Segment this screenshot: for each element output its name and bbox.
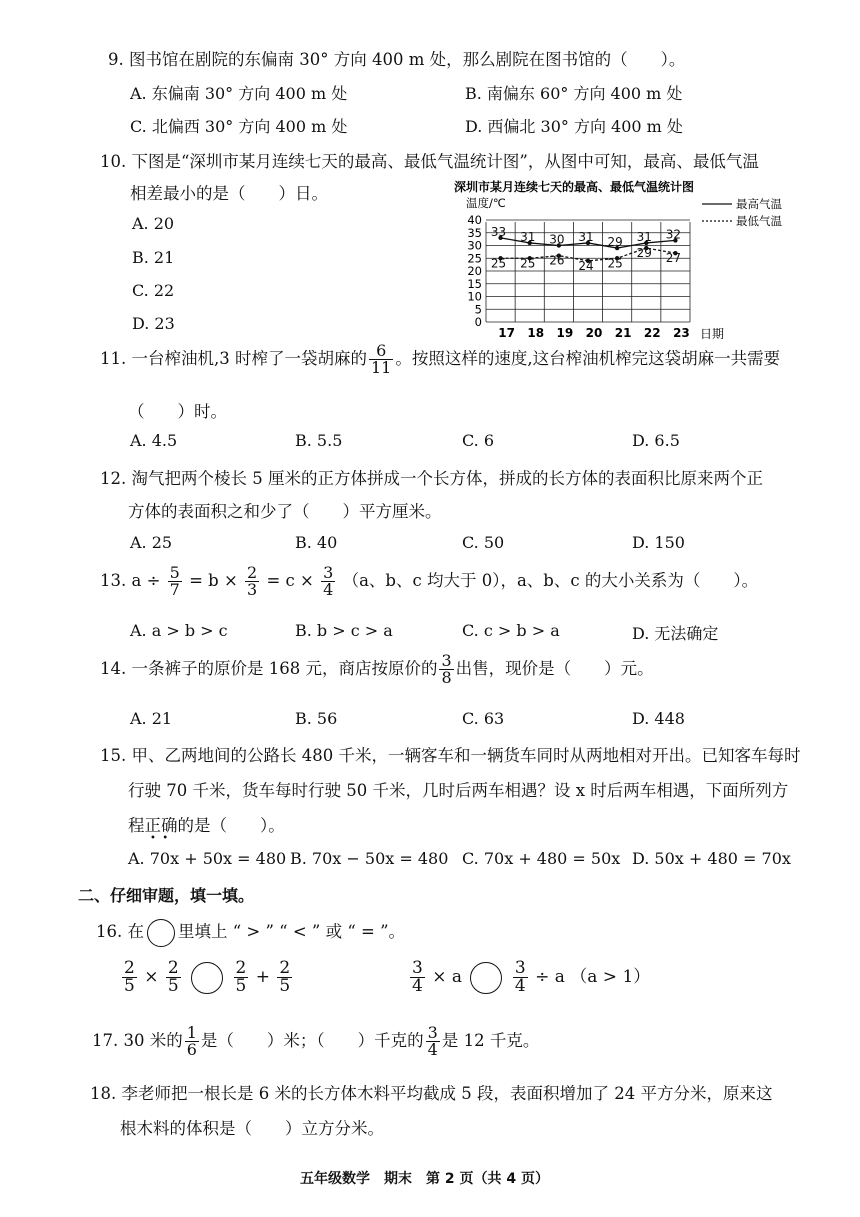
q12-stem-line2: 方体的表面积之和少了（ ）平方厘米。 — [128, 502, 442, 521]
x-tick-label: 20 — [585, 326, 603, 340]
q13-option-b: B. b > c > a — [295, 621, 393, 640]
data-label-min: 24 — [578, 258, 594, 273]
q17-fraction-1 — [185, 1025, 199, 1058]
q9-option-b: B. 南偏东 60° 方向 400 m 处 — [465, 84, 683, 103]
q11-option-a: A. 4.5 — [130, 431, 178, 450]
q17-fraction-2 — [426, 1025, 440, 1058]
q11-text-a: 11. 一台榨油机,3 时榨了一袋胡麻的 — [100, 349, 367, 368]
y-tick-label: 0 — [474, 315, 482, 329]
data-label-max: 33 — [490, 224, 507, 239]
y-tick-label: 5 — [474, 302, 482, 317]
q13-stem — [100, 565, 758, 598]
q9-option-c: C. 北偏西 30° 方向 400 m 处 — [130, 117, 348, 136]
q10-option-c: C. 22 — [132, 281, 175, 300]
q9-option-a: A. 东偏南 30° 方向 400 m 处 — [130, 84, 348, 103]
q17-text-1: 17. 30 米的 — [92, 1031, 183, 1050]
q11-fraction-numerator: 6 — [369, 343, 393, 360]
emphasis-dots: • • — [150, 833, 169, 844]
data-label-max: 29 — [607, 235, 623, 250]
q16-e1-frac-d — [277, 960, 292, 995]
q13-f2-denominator: 3 — [247, 580, 258, 599]
den: 5 — [167, 976, 179, 996]
q11-option-d: D. 6.5 — [632, 431, 680, 450]
q13-f1-numerator: 5 — [169, 563, 180, 582]
x-tick-label: 23 — [673, 326, 690, 340]
q14-fraction — [439, 653, 453, 686]
q13-f1-denominator: 7 — [169, 580, 180, 599]
y-tick-label: 10 — [467, 289, 482, 304]
legend-max-label: 最高气温 — [736, 197, 782, 211]
q12-stem-line1: 12. 淘气把两个棱长 5 厘米的正方体拼成一个长方体，拼成的长方体的表面积比原来两个正 — [100, 469, 763, 488]
q15-stem-line1: 15. 甲、乙两地间的公路长 480 千米，一辆客车和一辆货车同时从两地相对开出。已知客车每时 — [100, 746, 801, 765]
x-tick-label: 17 — [498, 326, 515, 340]
q11-option-c: C. 6 — [462, 431, 495, 450]
x-tick-label: 19 — [556, 326, 574, 340]
q15-stem-line2: 行驶 70 千米，货车每时行驶 50 千米，几时后两车相遇？设 x 时后两车相遇，下面所列方 — [128, 781, 789, 800]
den: 5 — [124, 976, 135, 996]
data-label-min: 25 — [607, 256, 623, 271]
den: 5 — [235, 976, 247, 996]
q13-f3-denominator: 4 — [323, 580, 334, 599]
data-label-min: 26 — [549, 253, 565, 268]
q17-text-2: 是（ ）米；（ ）千克的 — [200, 1031, 424, 1050]
q14-option-a: A. 21 — [130, 709, 173, 728]
data-label-max: 31 — [636, 229, 652, 244]
legend-min-label: 最低气温 — [736, 214, 782, 228]
q13-option-a: A. a > b > c — [130, 621, 228, 640]
num: 2 — [167, 958, 179, 978]
q16-expression-1 — [120, 960, 294, 995]
q16-text-b: 里填上 “ > ” “ < ” 或 “ = ”。 — [178, 922, 406, 941]
num: 2 — [235, 958, 247, 978]
y-tick-label: 20 — [467, 264, 482, 278]
answer-circle[interactable] — [147, 919, 175, 947]
num: 3 — [412, 958, 423, 978]
y-tick-label: 30 — [467, 238, 482, 253]
q14-text-b: 出售，现价是（ ）元。 — [455, 659, 654, 678]
q13-text-3: = c × — [266, 571, 314, 590]
data-label-min: 29 — [636, 246, 652, 261]
num: 1 — [186, 1023, 197, 1042]
q9-stem: 9. 图书馆在剧院的东偏南 30° 方向 400 m 处，那么剧院在图书馆的（ ）。 — [108, 50, 686, 69]
x-tick-label: 22 — [643, 326, 661, 340]
times-a: × a — [432, 967, 463, 987]
q12-option-b: B. 40 — [295, 533, 338, 552]
den: 6 — [186, 1040, 197, 1059]
q13-fraction-3 — [321, 565, 335, 598]
data-label-max: 32 — [665, 227, 682, 242]
den: 4 — [514, 976, 526, 996]
temperature-line-chart — [440, 174, 820, 346]
q13-option-d: D. 无法确定 — [632, 624, 719, 643]
answer-circle[interactable] — [191, 962, 223, 994]
q13-text-2: = b × — [189, 571, 238, 590]
q10-stem-line1: 10. 下图是“深圳市某月连续七天的最高、最低气温统计图”，从图中可知，最高、最低气温 — [100, 152, 759, 171]
plus-sign: + — [255, 967, 271, 987]
q10-option-d: D. 23 — [132, 314, 175, 333]
divide-a: ÷ a （a > 1） — [535, 967, 651, 987]
page-footer: 五年级数学 期末 第 2 页（共 4 页） — [300, 1171, 549, 1187]
q15-stem-line3: 程正确的是（ ）。 — [128, 816, 285, 835]
chart-x-axis-label: 日期 — [700, 327, 725, 341]
q16-e1-frac-b — [166, 960, 181, 995]
q11-option-b: B. 5.5 — [295, 431, 343, 450]
data-label-min: 25 — [520, 256, 536, 271]
q15-option-c: C. 70x + 480 = 50x — [462, 849, 621, 868]
q12-option-c: C. 50 — [462, 533, 505, 552]
q17-stem — [92, 1025, 539, 1058]
q16-e1-frac-c — [234, 960, 249, 995]
data-label-max: 31 — [578, 229, 594, 244]
q16-stem — [96, 918, 405, 947]
q14-stem — [100, 653, 654, 686]
y-tick-label: 35 — [467, 225, 482, 240]
q13-f3-numerator: 3 — [323, 563, 334, 582]
q13-text-4: （a、b、c 均大于 0），a、b、c 的大小关系为（ ）。 — [342, 571, 759, 590]
q10-option-a: A. 20 — [132, 214, 175, 233]
data-label-min: 27 — [665, 251, 682, 266]
q14-fraction-denominator: 8 — [441, 668, 452, 687]
x-tick-label: 18 — [527, 326, 545, 340]
q13-f2-numerator: 2 — [247, 563, 258, 582]
q18-stem-line1: 18. 李老师把一根长是 6 米的长方体木料平均截成 5 段，表面积增加了 24 平方分米，原来这 — [90, 1084, 773, 1103]
q14-option-b: B. 56 — [295, 709, 338, 728]
q13-text-1: 13. a ÷ — [100, 571, 161, 590]
q14-fraction-numerator: 3 — [441, 651, 452, 670]
q10-option-b: B. 21 — [132, 248, 175, 267]
q13-fraction-2 — [245, 565, 259, 598]
num: 2 — [124, 958, 135, 978]
section-2-heading: 二、仔细审题，填一填。 — [78, 886, 255, 905]
q15-option-a: A. 70x + 50x = 480 — [128, 849, 287, 868]
q15-option-b: B. 70x − 50x = 480 — [290, 849, 449, 868]
q12-option-d: D. 150 — [632, 533, 685, 552]
q10-stem-line2: 相差最小的是（ ）日。 — [130, 184, 328, 203]
chart-y-axis-label: 温度/℃ — [466, 196, 506, 210]
q17-text-3: 是 12 千克。 — [441, 1031, 540, 1050]
q13-fraction-1 — [168, 565, 182, 598]
y-tick-label: 25 — [467, 251, 482, 266]
q18-stem-line2: 根木料的体积是（ ）立方分米。 — [120, 1119, 384, 1138]
q11-fraction — [369, 343, 393, 376]
q11-fraction-denominator: 11 — [370, 358, 392, 377]
num: 3 — [514, 958, 526, 978]
chart-title: 深圳市某月连续七天的最高、最低气温统计图 — [454, 180, 695, 194]
q14-text-a: 14. 一条裤子的原价是 168 元，商店按原价的 — [100, 659, 438, 678]
q9-option-d: D. 西偏北 30° 方向 400 m 处 — [465, 117, 683, 136]
data-label-max: 30 — [549, 232, 565, 247]
q16-e1-frac-a — [122, 960, 137, 995]
q15-option-d: D. 50x + 480 = 70x — [632, 849, 791, 868]
q16-e2-frac-b — [513, 960, 528, 995]
q12-option-a: A. 25 — [130, 533, 173, 552]
den: 4 — [412, 976, 423, 996]
y-tick-label: 15 — [467, 276, 482, 291]
q11-stem-line1 — [100, 343, 780, 376]
den: 4 — [427, 1040, 438, 1059]
q16-text-a: 16. 在 — [96, 922, 144, 941]
q13-option-c: C. c > b > a — [462, 621, 560, 640]
num: 2 — [279, 958, 291, 978]
q14-option-d: D. 448 — [632, 709, 685, 728]
data-label-max: 31 — [520, 229, 536, 244]
q11-text-b: 。按照这样的速度,这台榨油机榨完这袋胡麻一共需要 — [395, 349, 781, 368]
den: 5 — [279, 976, 291, 996]
q14-option-c: C. 63 — [462, 709, 505, 728]
chart-legend — [702, 197, 782, 228]
q11-stem-line2: （ ）时。 — [128, 402, 227, 421]
q16-expression-2 — [408, 960, 650, 995]
y-tick-label: 40 — [467, 213, 482, 227]
times-sign: × — [144, 967, 159, 987]
num: 3 — [427, 1023, 438, 1042]
data-label-min: 25 — [490, 256, 507, 271]
x-tick-label: 21 — [614, 326, 632, 340]
q16-e2-frac-a — [410, 960, 425, 995]
answer-circle[interactable] — [470, 962, 502, 994]
